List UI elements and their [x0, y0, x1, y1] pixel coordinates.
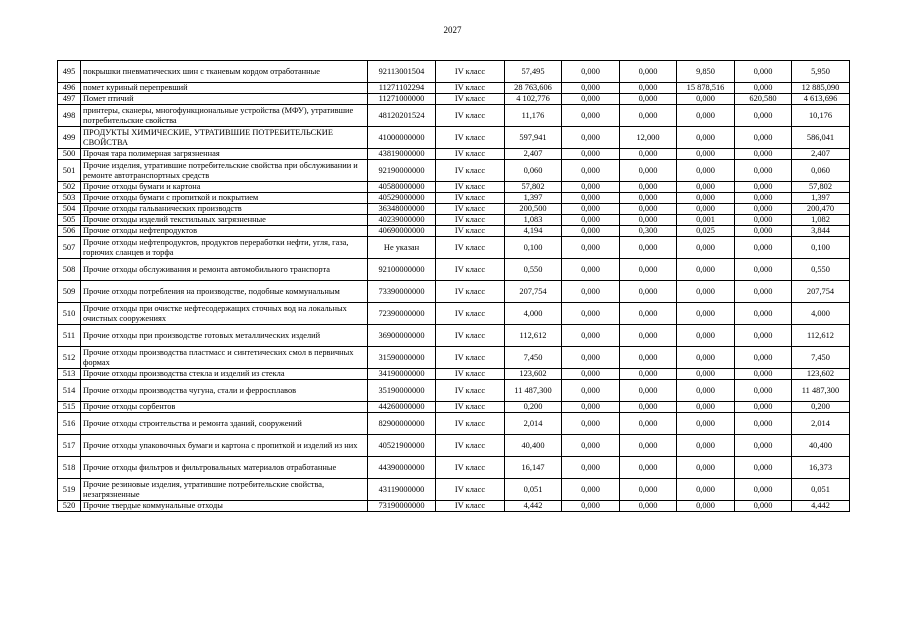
value-cell: 2,014 — [792, 413, 850, 435]
waste-name-cell: Прочие отходы нефтепродуктов, продуктов переработки нефти, угля, газа, горючих сланцев и торфа — [81, 237, 368, 259]
value-cell: 0,000 — [562, 501, 620, 512]
value-cell: 112,612 — [505, 325, 562, 347]
value-cell: 0,000 — [620, 237, 677, 259]
hazard-class-cell: IV класс — [436, 237, 505, 259]
fkko-code-cell: Не указан — [368, 237, 436, 259]
value-cell: 0,060 — [792, 160, 850, 182]
value-cell: 112,612 — [792, 325, 850, 347]
value-cell: 0,100 — [505, 237, 562, 259]
waste-name-cell: Прочие отходы фильтров и фильтровальных материалов отработанные — [81, 457, 368, 479]
value-cell: 0,000 — [562, 61, 620, 83]
value-cell: 0,000 — [562, 259, 620, 281]
fkko-code-cell: 73190000000 — [368, 501, 436, 512]
waste-name-cell: Прочие отходы производства пластмасс и синтетических смол в первичных формах — [81, 347, 368, 369]
value-cell: 4,442 — [792, 501, 850, 512]
fkko-code-cell: 43119000000 — [368, 479, 436, 501]
hazard-class-cell: IV класс — [436, 204, 505, 215]
value-cell: 0,000 — [735, 61, 792, 83]
value-cell: 0,000 — [677, 347, 735, 369]
value-cell: 0,000 — [677, 94, 735, 105]
row-number-cell: 519 — [58, 479, 81, 501]
hazard-class-cell: IV класс — [436, 182, 505, 193]
hazard-class-cell: IV класс — [436, 501, 505, 512]
fkko-code-cell: 82900000000 — [368, 413, 436, 435]
waste-table — [57, 60, 850, 512]
table-row — [58, 347, 850, 369]
value-cell: 0,051 — [792, 479, 850, 501]
table-row — [58, 149, 850, 160]
table-row — [58, 303, 850, 325]
value-cell: 0,000 — [735, 457, 792, 479]
fkko-code-cell: 72390000000 — [368, 303, 436, 325]
value-cell: 0,000 — [735, 226, 792, 237]
value-cell: 0,000 — [677, 402, 735, 413]
row-number-cell: 518 — [58, 457, 81, 479]
value-cell: 0,000 — [735, 281, 792, 303]
hazard-class-cell: IV класс — [436, 127, 505, 149]
value-cell: 0,000 — [677, 457, 735, 479]
value-cell: 0,001 — [677, 215, 735, 226]
hazard-class-cell: IV класс — [436, 347, 505, 369]
row-number-cell: 501 — [58, 160, 81, 182]
value-cell: 0,000 — [562, 226, 620, 237]
waste-name-cell: Помет птичий — [81, 94, 368, 105]
value-cell: 40,400 — [792, 435, 850, 457]
value-cell: 0,550 — [792, 259, 850, 281]
value-cell: 0,000 — [677, 369, 735, 380]
value-cell: 57,495 — [505, 61, 562, 83]
value-cell: 620,580 — [735, 94, 792, 105]
value-cell: 0,000 — [620, 160, 677, 182]
value-cell: 123,602 — [505, 369, 562, 380]
table-row — [58, 413, 850, 435]
row-number-cell: 509 — [58, 281, 81, 303]
row-number-cell: 505 — [58, 215, 81, 226]
hazard-class-cell: IV класс — [436, 226, 505, 237]
waste-name-cell: Прочая тара полимерная загрязненная — [81, 149, 368, 160]
waste-name-cell: Прочие отходы бумаги и картона — [81, 182, 368, 193]
value-cell: 0,000 — [562, 435, 620, 457]
value-cell: 16,373 — [792, 457, 850, 479]
row-number-cell: 500 — [58, 149, 81, 160]
value-cell: 2,014 — [505, 413, 562, 435]
value-cell: 0,000 — [562, 215, 620, 226]
value-cell: 0,000 — [735, 182, 792, 193]
value-cell: 16,147 — [505, 457, 562, 479]
row-number-cell: 506 — [58, 226, 81, 237]
fkko-code-cell: 11271102294 — [368, 83, 436, 94]
table-row — [58, 325, 850, 347]
waste-name-cell: Прочие отходы изделий текстильных загрязненные — [81, 215, 368, 226]
value-cell: 0,000 — [677, 259, 735, 281]
table-row — [58, 215, 850, 226]
row-number-cell: 498 — [58, 105, 81, 127]
value-cell: 0,000 — [735, 105, 792, 127]
value-cell: 0,000 — [562, 149, 620, 160]
value-cell: 0,100 — [792, 237, 850, 259]
value-cell: 0,000 — [677, 237, 735, 259]
waste-name-cell: Прочие отходы при очистке нефтесодержащих сточных вод на локальных очистных сооружениях — [81, 303, 368, 325]
row-number-cell: 515 — [58, 402, 81, 413]
table-row — [58, 369, 850, 380]
value-cell: 0,000 — [735, 369, 792, 380]
waste-name-cell: Прочие отходы сорбентов — [81, 402, 368, 413]
value-cell: 0,000 — [735, 347, 792, 369]
value-cell: 0,000 — [562, 182, 620, 193]
fkko-code-cell: 92190000000 — [368, 160, 436, 182]
value-cell: 7,450 — [505, 347, 562, 369]
value-cell: 0,000 — [620, 105, 677, 127]
value-cell: 0,000 — [735, 479, 792, 501]
value-cell: 123,602 — [792, 369, 850, 380]
value-cell: 207,754 — [792, 281, 850, 303]
hazard-class-cell: IV класс — [436, 83, 505, 94]
value-cell: 0,000 — [620, 193, 677, 204]
value-cell: 0,000 — [620, 435, 677, 457]
value-cell: 0,000 — [677, 193, 735, 204]
value-cell: 0,000 — [677, 281, 735, 303]
table-body — [58, 61, 850, 512]
value-cell: 0,000 — [735, 435, 792, 457]
value-cell: 0,000 — [735, 402, 792, 413]
value-cell: 0,000 — [562, 94, 620, 105]
value-cell: 12,000 — [620, 127, 677, 149]
value-cell: 0,051 — [505, 479, 562, 501]
hazard-class-cell: IV класс — [436, 259, 505, 281]
waste-name-cell: Прочие изделия, утратившие потребительские свойства при обслуживании и ремонте автотранспортных средств — [81, 160, 368, 182]
value-cell: 0,000 — [620, 149, 677, 160]
table-row — [58, 380, 850, 402]
value-cell: 0,000 — [620, 281, 677, 303]
fkko-code-cell: 40239000000 — [368, 215, 436, 226]
value-cell: 4,194 — [505, 226, 562, 237]
value-cell: 0,000 — [620, 83, 677, 94]
value-cell: 40,400 — [505, 435, 562, 457]
value-cell: 0,000 — [620, 303, 677, 325]
waste-name-cell: Прочие отходы нефтепродуктов — [81, 226, 368, 237]
waste-name-cell: Прочие отходы бумаги с пропиткой и покрытием — [81, 193, 368, 204]
row-number-cell: 510 — [58, 303, 81, 325]
value-cell: 2,407 — [505, 149, 562, 160]
table-row — [58, 435, 850, 457]
value-cell: 0,000 — [620, 325, 677, 347]
value-cell: 0,000 — [677, 127, 735, 149]
table-row — [58, 402, 850, 413]
value-cell: 1,082 — [792, 215, 850, 226]
hazard-class-cell: IV класс — [436, 380, 505, 402]
value-cell: 0,000 — [735, 501, 792, 512]
value-cell: 0,000 — [562, 281, 620, 303]
value-cell: 0,000 — [620, 369, 677, 380]
value-cell: 3,844 — [792, 226, 850, 237]
value-cell: 4,442 — [505, 501, 562, 512]
waste-name-cell: Прочие отходы строительства и ремонта зданий, сооружений — [81, 413, 368, 435]
value-cell: 0,550 — [505, 259, 562, 281]
row-number-cell: 499 — [58, 127, 81, 149]
value-cell: 586,041 — [792, 127, 850, 149]
value-cell: 0,000 — [735, 127, 792, 149]
fkko-code-cell: 92113001504 — [368, 61, 436, 83]
value-cell: 0,200 — [792, 402, 850, 413]
value-cell: 0,000 — [620, 402, 677, 413]
fkko-code-cell: 40529000000 — [368, 193, 436, 204]
value-cell: 1,397 — [792, 193, 850, 204]
value-cell: 0,000 — [562, 127, 620, 149]
hazard-class-cell: IV класс — [436, 402, 505, 413]
value-cell: 0,300 — [620, 226, 677, 237]
value-cell: 0,025 — [677, 226, 735, 237]
waste-name-cell: Прочие отходы при производстве готовых металлических изделий — [81, 325, 368, 347]
value-cell: 0,000 — [562, 347, 620, 369]
waste-name-cell: Прочие отходы гальванических производств — [81, 204, 368, 215]
hazard-class-cell: IV класс — [436, 281, 505, 303]
row-number-cell: 496 — [58, 83, 81, 94]
value-cell: 2,407 — [792, 149, 850, 160]
value-cell: 4 613,696 — [792, 94, 850, 105]
value-cell: 0,000 — [735, 193, 792, 204]
value-cell: 0,000 — [735, 215, 792, 226]
table-row — [58, 193, 850, 204]
value-cell: 0,000 — [735, 303, 792, 325]
waste-name-cell: Прочие отходы производства стекла и изделий из стекла — [81, 369, 368, 380]
fkko-code-cell: 43819000000 — [368, 149, 436, 160]
value-cell: 0,000 — [620, 501, 677, 512]
hazard-class-cell: IV класс — [436, 105, 505, 127]
waste-name-cell: Прочие отходы обслуживания и ремонта автомобильного транспорта — [81, 259, 368, 281]
value-cell: 0,000 — [562, 83, 620, 94]
value-cell: 0,000 — [562, 380, 620, 402]
value-cell: 0,000 — [562, 105, 620, 127]
table-row — [58, 259, 850, 281]
value-cell: 12 885,090 — [792, 83, 850, 94]
fkko-code-cell: 92100000000 — [368, 259, 436, 281]
value-cell: 0,000 — [620, 479, 677, 501]
value-cell: 1,083 — [505, 215, 562, 226]
value-cell: 0,000 — [735, 380, 792, 402]
fkko-code-cell: 44390000000 — [368, 457, 436, 479]
value-cell: 0,000 — [562, 413, 620, 435]
row-number-cell: 508 — [58, 259, 81, 281]
waste-name-cell: принтеры, сканеры, многофункциональные устройства (МФУ), утратившие потребительские свойства — [81, 105, 368, 127]
value-cell: 0,000 — [677, 204, 735, 215]
hazard-class-cell: IV класс — [436, 369, 505, 380]
table-row — [58, 226, 850, 237]
value-cell: 4 102,776 — [505, 94, 562, 105]
value-cell: 200,470 — [792, 204, 850, 215]
waste-name-cell: помет куриный перепревший — [81, 83, 368, 94]
table-row — [58, 83, 850, 94]
waste-name-cell: Прочие отходы потребления на производстве, подобные коммунальным — [81, 281, 368, 303]
value-cell: 0,000 — [620, 94, 677, 105]
value-cell: 0,000 — [620, 457, 677, 479]
value-cell: 0,000 — [677, 149, 735, 160]
value-cell: 15 878,516 — [677, 83, 735, 94]
value-cell: 0,000 — [677, 105, 735, 127]
table-row — [58, 237, 850, 259]
table-row — [58, 501, 850, 512]
fkko-code-cell: 73390000000 — [368, 281, 436, 303]
fkko-code-cell: 35190000000 — [368, 380, 436, 402]
value-cell: 0,000 — [562, 193, 620, 204]
row-number-cell: 497 — [58, 94, 81, 105]
value-cell: 5,950 — [792, 61, 850, 83]
table-row — [58, 457, 850, 479]
value-cell: 0,000 — [562, 402, 620, 413]
value-cell: 0,000 — [562, 457, 620, 479]
value-cell: 0,000 — [735, 149, 792, 160]
hazard-class-cell: IV класс — [436, 94, 505, 105]
table-row — [58, 204, 850, 215]
row-number-cell: 514 — [58, 380, 81, 402]
table-row — [58, 160, 850, 182]
value-cell: 0,000 — [677, 413, 735, 435]
value-cell: 0,000 — [562, 204, 620, 215]
hazard-class-cell: IV класс — [436, 325, 505, 347]
value-cell: 0,000 — [677, 182, 735, 193]
value-cell: 0,000 — [620, 347, 677, 369]
value-cell: 200,500 — [505, 204, 562, 215]
value-cell: 4,000 — [505, 303, 562, 325]
value-cell: 0,000 — [620, 204, 677, 215]
value-cell: 0,000 — [562, 303, 620, 325]
fkko-code-cell: 40690000000 — [368, 226, 436, 237]
value-cell: 0,000 — [677, 380, 735, 402]
fkko-code-cell: 41000000000 — [368, 127, 436, 149]
row-number-cell: 520 — [58, 501, 81, 512]
table-row — [58, 94, 850, 105]
waste-name-cell: ПРОДУКТЫ ХИМИЧЕСКИЕ, УТРАТИВШИЕ ПОТРЕБИТЕЛЬСКИЕ СВОЙСТВА — [81, 127, 368, 149]
hazard-class-cell: IV класс — [436, 215, 505, 226]
hazard-class-cell: IV класс — [436, 160, 505, 182]
row-number-cell: 511 — [58, 325, 81, 347]
value-cell: 57,802 — [792, 182, 850, 193]
fkko-code-cell: 31590000000 — [368, 347, 436, 369]
fkko-code-cell: 44260000000 — [368, 402, 436, 413]
value-cell: 0,200 — [505, 402, 562, 413]
hazard-class-cell: IV класс — [436, 479, 505, 501]
value-cell: 4,000 — [792, 303, 850, 325]
value-cell: 0,000 — [562, 325, 620, 347]
value-cell: 0,060 — [505, 160, 562, 182]
value-cell: 11 487,300 — [505, 380, 562, 402]
hazard-class-cell: IV класс — [436, 149, 505, 160]
row-number-cell: 516 — [58, 413, 81, 435]
value-cell: 0,000 — [562, 479, 620, 501]
table-row — [58, 479, 850, 501]
value-cell: 11,176 — [505, 105, 562, 127]
value-cell: 0,000 — [677, 160, 735, 182]
page-number: 2027 — [443, 25, 462, 35]
row-number-cell: 495 — [58, 61, 81, 83]
fkko-code-cell: 40521900000 — [368, 435, 436, 457]
value-cell: 1,397 — [505, 193, 562, 204]
row-number-cell: 507 — [58, 237, 81, 259]
row-number-cell: 504 — [58, 204, 81, 215]
fkko-code-cell: 36900000000 — [368, 325, 436, 347]
table-row — [58, 127, 850, 149]
fkko-code-cell: 11271000000 — [368, 94, 436, 105]
value-cell: 0,000 — [620, 215, 677, 226]
hazard-class-cell: IV класс — [436, 413, 505, 435]
value-cell: 0,000 — [677, 303, 735, 325]
waste-name-cell: Прочие резиновые изделия, утратившие потребительские свойства, незагрязненные — [81, 479, 368, 501]
waste-name-cell: Прочие твердые коммунальные отходы — [81, 501, 368, 512]
value-cell: 0,000 — [735, 204, 792, 215]
hazard-class-cell: IV класс — [436, 435, 505, 457]
value-cell: 0,000 — [735, 259, 792, 281]
value-cell: 0,000 — [735, 413, 792, 435]
value-cell: 0,000 — [620, 182, 677, 193]
value-cell: 0,000 — [620, 380, 677, 402]
value-cell: 11 487,300 — [792, 380, 850, 402]
hazard-class-cell: IV класс — [436, 193, 505, 204]
fkko-code-cell: 40580000000 — [368, 182, 436, 193]
row-number-cell: 512 — [58, 347, 81, 369]
waste-name-cell: покрышки пневматических шин с тканевым кордом отработанные — [81, 61, 368, 83]
waste-name-cell: Прочие отходы производства чугуна, стали и ферросплавов — [81, 380, 368, 402]
value-cell: 0,000 — [735, 325, 792, 347]
table-row — [58, 182, 850, 193]
hazard-class-cell: IV класс — [436, 61, 505, 83]
fkko-code-cell: 34190000000 — [368, 369, 436, 380]
value-cell: 0,000 — [562, 237, 620, 259]
value-cell: 0,000 — [677, 479, 735, 501]
table-row — [58, 105, 850, 127]
fkko-code-cell: 48120201524 — [368, 105, 436, 127]
value-cell: 0,000 — [677, 435, 735, 457]
hazard-class-cell: IV класс — [436, 457, 505, 479]
value-cell: 0,000 — [562, 160, 620, 182]
value-cell: 7,450 — [792, 347, 850, 369]
value-cell: 0,000 — [735, 160, 792, 182]
row-number-cell: 513 — [58, 369, 81, 380]
value-cell: 0,000 — [620, 413, 677, 435]
value-cell: 10,176 — [792, 105, 850, 127]
table-row — [58, 61, 850, 83]
value-cell: 57,802 — [505, 182, 562, 193]
value-cell: 0,000 — [562, 369, 620, 380]
row-number-cell: 517 — [58, 435, 81, 457]
row-number-cell: 502 — [58, 182, 81, 193]
value-cell: 207,754 — [505, 281, 562, 303]
table-row — [58, 281, 850, 303]
value-cell: 0,000 — [620, 61, 677, 83]
value-cell: 0,000 — [735, 83, 792, 94]
value-cell: 0,000 — [677, 325, 735, 347]
fkko-code-cell: 36348000000 — [368, 204, 436, 215]
value-cell: 597,941 — [505, 127, 562, 149]
value-cell: 9,850 — [677, 61, 735, 83]
value-cell: 0,000 — [620, 259, 677, 281]
value-cell: 0,000 — [735, 237, 792, 259]
value-cell: 0,000 — [677, 501, 735, 512]
hazard-class-cell: IV класс — [436, 303, 505, 325]
value-cell: 28 763,606 — [505, 83, 562, 94]
row-number-cell: 503 — [58, 193, 81, 204]
waste-name-cell: Прочие отходы упаковочных бумаги и картона с пропиткой и изделий из них — [81, 435, 368, 457]
